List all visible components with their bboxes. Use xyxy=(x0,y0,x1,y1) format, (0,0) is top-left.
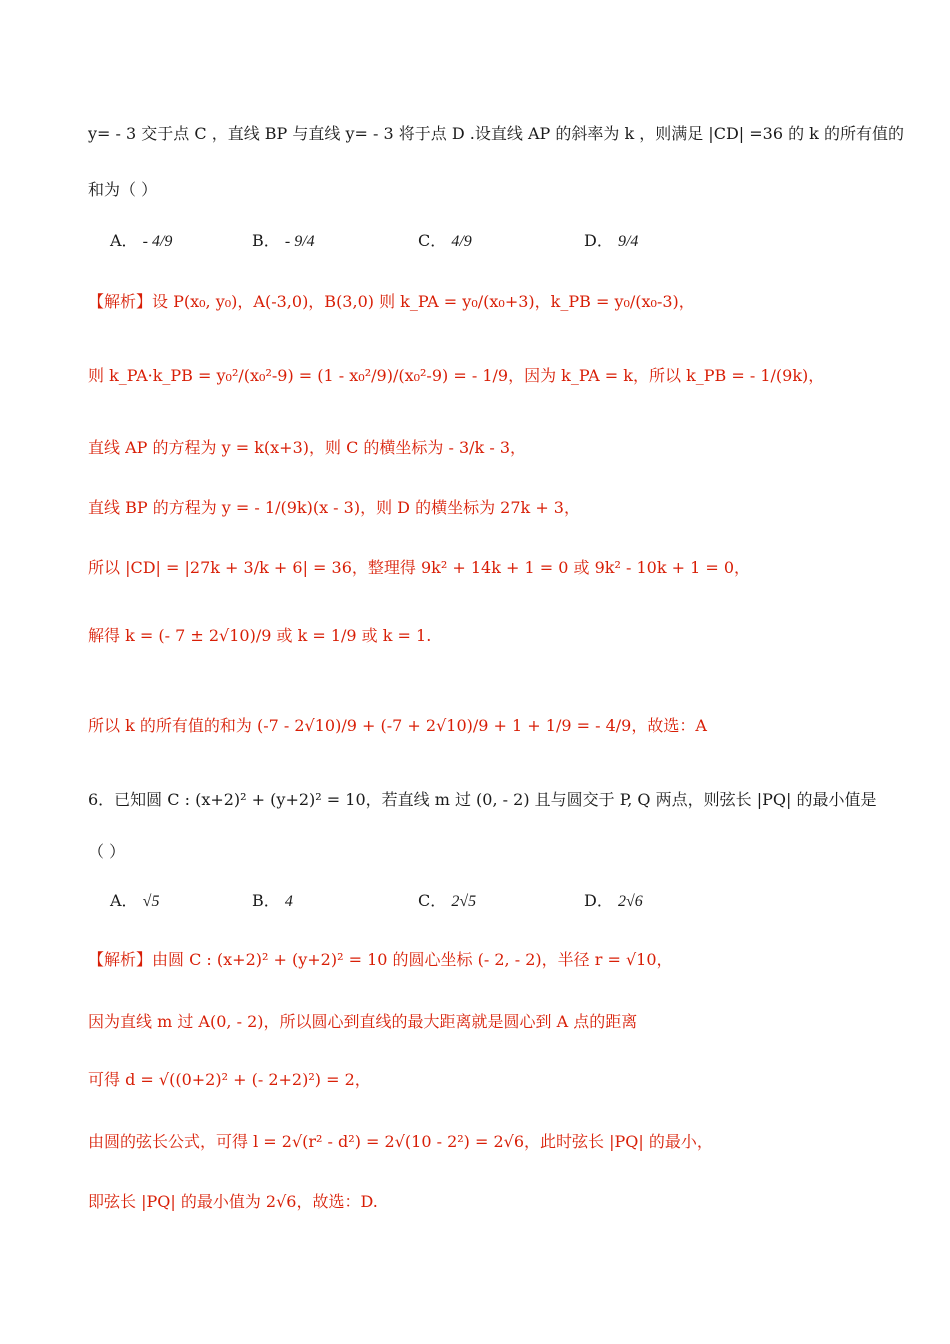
problem5-option-c[interactable] xyxy=(418,228,472,251)
problem6-solution-line4: 由圆的弦长公式，可得 l = 2√(r² - d²) = 2√(10 - 2²) = 2√6，此时弦长 |PQ| 的最小， xyxy=(88,1132,713,1151)
solution-text: 由圆 C : (x+2)² + (y+2)² = 10 的圆心坐标 (- 2, - 2)，半径 r = √10， xyxy=(152,950,673,969)
problem6-option-b[interactable] xyxy=(252,888,293,911)
problem5-solution-line5: 所以 |CD| = |27k + 3/k + 6| = 36，整理得 9k² + 14k + 1 = 0 或 9k² - 10k + 1 = 0， xyxy=(88,558,751,577)
option-label: C． xyxy=(418,891,447,910)
option-label: A． xyxy=(110,891,138,910)
option-label: D． xyxy=(584,231,613,250)
option-value: 4/9 xyxy=(451,233,472,250)
option-label: C． xyxy=(418,231,447,250)
problem5-solution-line2: 则 k_PA·k_PB = y₀²/(x₀²-9) = (1 - x₀²/9)/(x₀²-9) = - 1/9，因为 k_PA = k，所以 k_PB = - 1/(9k)， xyxy=(88,366,825,385)
option-value: 2√5 xyxy=(451,893,477,910)
problem6-stem-line1: 6．已知圆 C : (x+2)² + (y+2)² = 10，若直线 m 过 (0, - 2) 且与圆交于 P, Q 两点，则弦长 |PQ| 的最小值是 xyxy=(88,790,877,809)
problem6-solution-line2: 因为直线 m 过 A(0, - 2)，所以圆心到直线的最大距离就是圆心到 A 点的距离 xyxy=(88,1012,638,1031)
option-value: 4 xyxy=(284,893,293,910)
problem5-solution-line1 xyxy=(88,292,695,311)
option-label: B． xyxy=(252,231,280,250)
problem6-solution-line1 xyxy=(88,950,673,969)
problem6-option-d[interactable] xyxy=(584,888,643,911)
solution-text: 设 P(x₀, y₀)，A(-3,0)，B(3,0) 则 k_PA = y₀/(x₀+3)，k_PB = y₀/(x₀-3)， xyxy=(152,292,695,311)
problem6-solution-line3: 可得 d = √((0+2)² + (- 2+2)²) = 2， xyxy=(88,1070,371,1089)
problem5-solution-line4: 直线 BP 的方程为 y = - 1/(9k)(x - 3)，则 D 的横坐标为 27k + 3， xyxy=(88,498,580,517)
problem5-solution-line7: 所以 k 的所有值的和为 (-7 - 2√10)/9 + (-7 + 2√10)/9 + 1 + 1/9 = - 4/9，故选：A xyxy=(88,716,707,735)
analysis-tag: 【解析】 xyxy=(88,292,153,311)
problem6-option-a[interactable] xyxy=(110,888,159,911)
problem5-stem-line1: y= - 3 交于点 C ，直线 BP 与直线 y= - 3 将于点 D .设直线 AP 的斜率为 k ，则满足 |CD| =36 的 k 的所有值的 xyxy=(88,124,904,143)
problem5-solution-line3: 直线 AP 的方程为 y = k(x+3)，则 C 的横坐标为 - 3/k - 3， xyxy=(88,438,527,457)
option-label: B． xyxy=(252,891,280,910)
option-value: - 9/4 xyxy=(284,233,315,250)
option-label: D． xyxy=(584,891,613,910)
problem5-option-a[interactable] xyxy=(110,228,172,251)
analysis-tag: 【解析】 xyxy=(88,950,153,969)
problem6-option-c[interactable] xyxy=(418,888,476,911)
problem5-stem-line2: 和为（ ） xyxy=(88,180,158,199)
option-label: A． xyxy=(110,231,138,250)
problem6-solution-line5: 即弦长 |PQ| 的最小值为 2√6，故选：D. xyxy=(88,1192,378,1211)
problem5-solution-line6: 解得 k = (- 7 ± 2√10)/9 或 k = 1/9 或 k = 1. xyxy=(88,626,432,645)
option-value: √5 xyxy=(142,893,160,910)
problem5-option-b[interactable] xyxy=(252,228,315,251)
option-value: 2√6 xyxy=(617,893,643,910)
problem6-stem-line2: （ ） xyxy=(88,842,126,861)
option-value: - 4/9 xyxy=(142,233,173,250)
problem5-option-d[interactable] xyxy=(584,228,638,251)
option-value: 9/4 xyxy=(617,233,639,250)
